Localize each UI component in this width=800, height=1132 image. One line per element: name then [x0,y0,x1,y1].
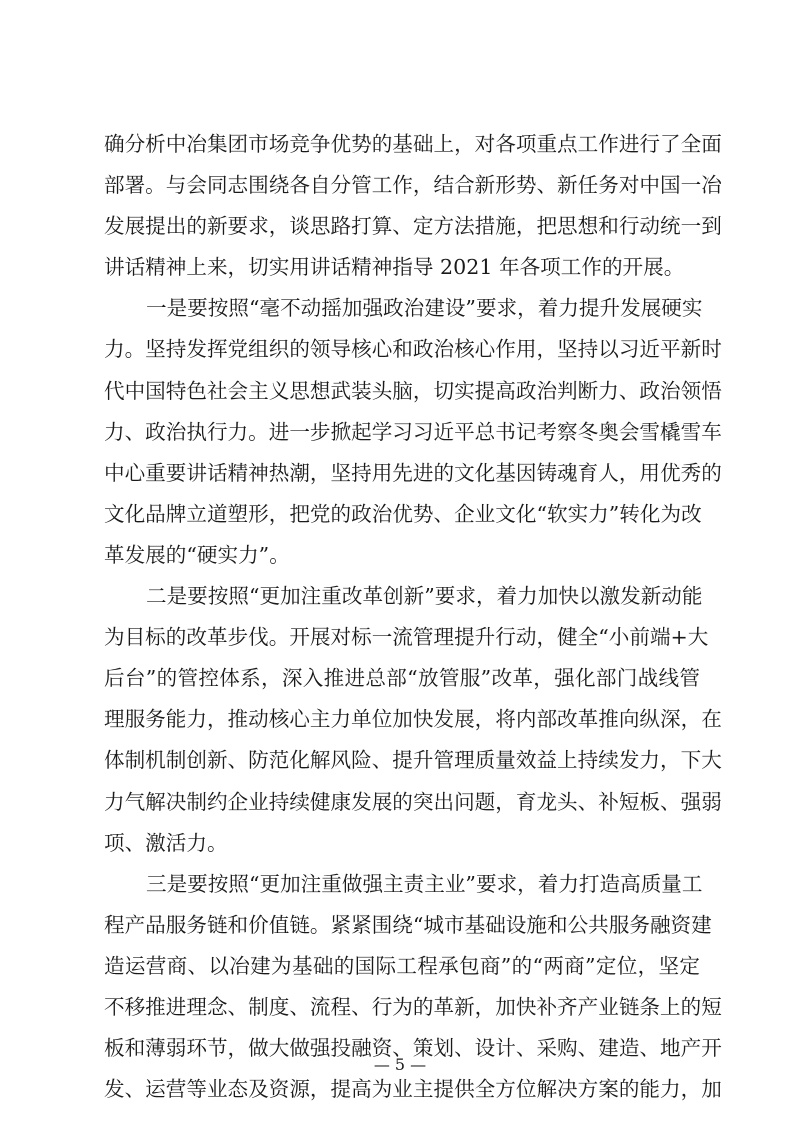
text-line: 发展提出的新要求，谈思路打算、定方法措施，把思想和行动统一到 [104,214,722,239]
text-line: 理服务能力，推动核心主力单位加快发展，将内部改革推向纵深，在 [104,707,722,732]
text-line: 一是要按照“毫不动摇加强政治建设”要求，着力提升发展硬实 [146,296,703,321]
text-line: 中心重要讲话精神热潮，坚持用先进的文化基因铸魂育人，用优秀的 [104,460,722,485]
document-body [104,124,722,1110]
text-line: 确分析中冶集团市场竞争优势的基础上，对各项重点工作进行了全面 [104,132,722,156]
text-line: 力气解决制约企业持续健康发展的突出问题，育龙头、补短板、强弱 [104,789,722,814]
text-line: 体制机制创新、防范化解风险、提升管理质量效益上持续发力，下大 [104,748,722,773]
text-line: 造运营商、以冶建为基础的国际工程承包商”的“两商”定位，坚定 [104,953,700,978]
text-line: 为目标的改革步伐。开展对标一流管理提升行动，健全“小前端+大 [104,625,709,650]
text-line: 项、激活力。 [104,830,228,855]
text-line: 讲话精神上来，切实用讲话精神指导 2021 年各项工作的开展。 [104,255,685,280]
text-line: 革发展的“硬实力”。 [104,542,290,567]
text-line: 文化品牌立道塑形，把党的政治优势、企业文化“软实力”转化为改 [104,501,702,526]
text-line: 板和薄弱环节，做大做强投融资、策划、设计、采购、建造、地产开 [104,1036,722,1061]
text-line: 力、政治执行力。进一步掀起学习习近平总书记考察冬奥会雪橇雪车 [104,419,722,444]
text-line: 程产品服务链和价值链。紧紧围绕“城市基础设施和公共服务融资建 [104,912,712,937]
text-line: 二是要按照“更加注重改革创新”要求，着力加快以激发新动能 [146,584,703,609]
text-line: 部署。与会同志围绕各自分管工作，结合新形势、新任务对中国一冶 [104,173,722,198]
text-line: 代中国特色社会主义思想武装头脑，切实提高政治判断力、政治领悟 [104,378,722,403]
text-line: 发、运营等业态及资源，提高为业主提供全方位解决方案的能力，加 [104,1077,722,1102]
text-line: 三是要按照“更加注重做强主责主业”要求，着力打造高质量工 [146,871,703,896]
text-line: 不移推进理念、制度、流程、行为的革新，加快补齐产业链条上的短 [104,994,722,1019]
text-line: 后台”的管控体系，深入推进总部“放管服”改革，强化部门战线管 [104,666,700,691]
text-line: 力。坚持发挥党组织的领导核心和政治核心作用，坚持以习近平新时 [104,337,722,362]
page-number: — 5 — [373,1055,427,1074]
